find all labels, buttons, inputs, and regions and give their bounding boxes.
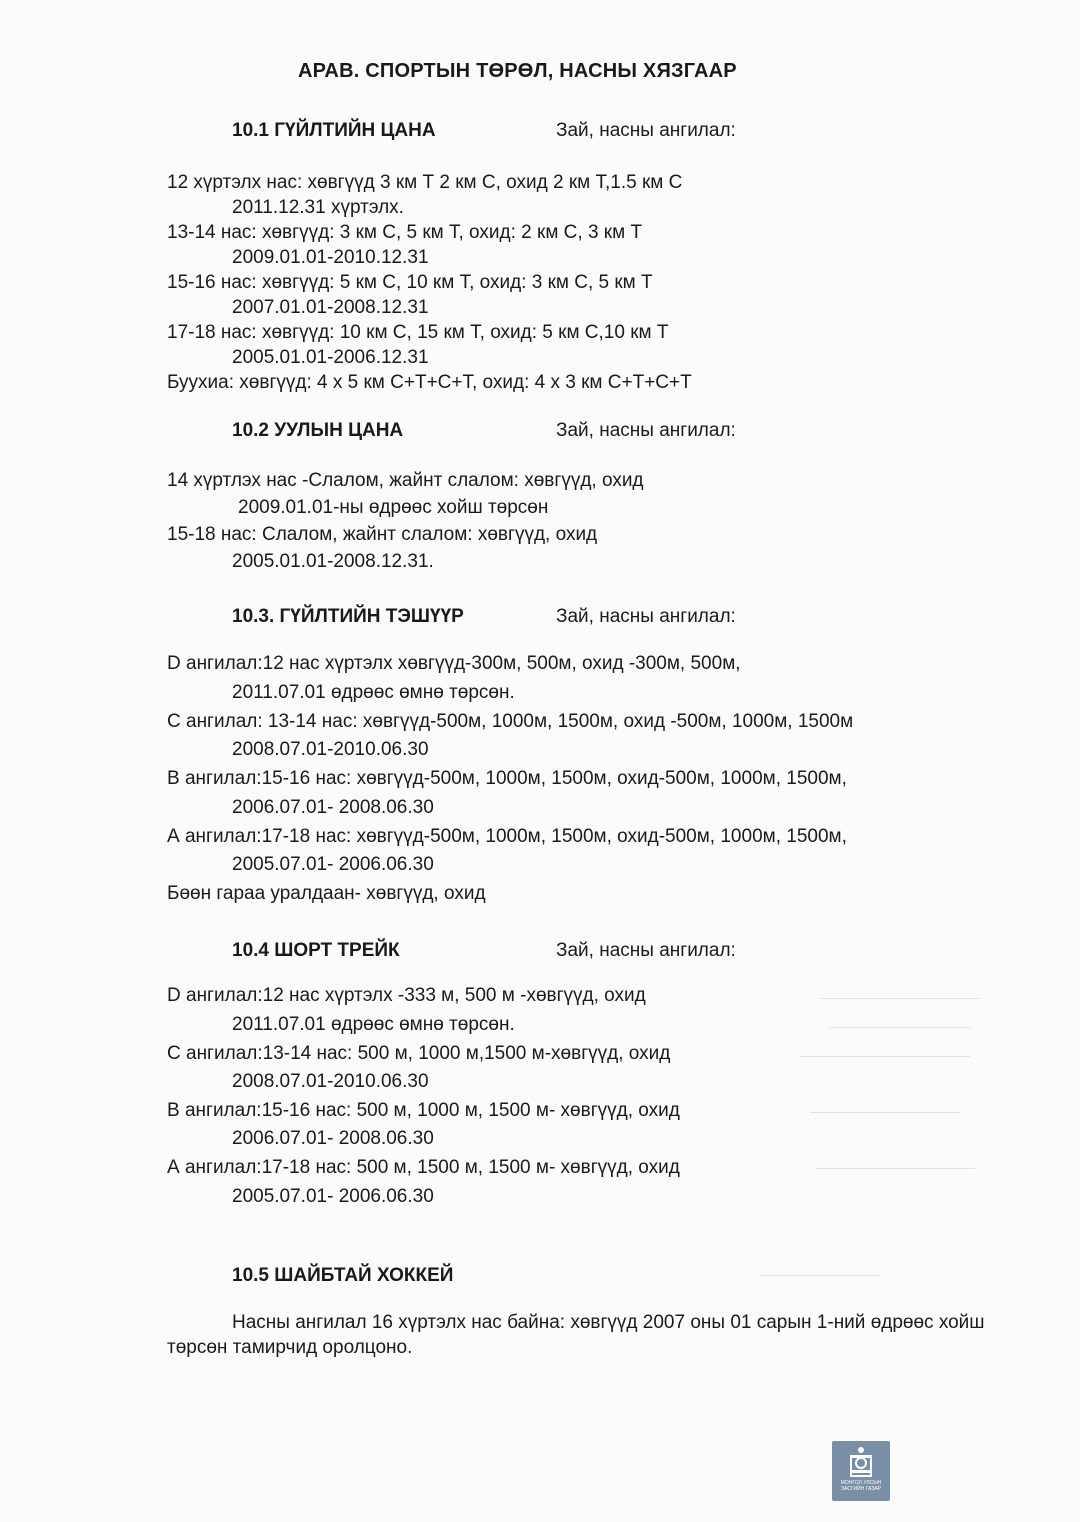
section-heading-10-5: 10.5 ШАЙБТАЙ ХОККЕЙ bbox=[232, 1265, 454, 1286]
text-line: 2009.01.01-2010.12.31 bbox=[232, 247, 429, 268]
text-line: 2011.07.01 өдрөөс өмнө төрсөн. bbox=[232, 682, 515, 703]
text-line: D ангилал:12 нас хүртэлх хөвгүүд-300м, 500м, охид -300м, 500м, bbox=[167, 653, 741, 674]
text-line: 2008.07.01-2010.06.30 bbox=[232, 739, 429, 760]
text-line: В ангилал:15-16 нас: хөвгүүд-500м, 1000м, 1500м, охид-500м, 1000м, 1500м, bbox=[167, 768, 847, 789]
text-line: 15-18 нас: Слалом, жайнт слалом: хөвгүүд, охид bbox=[167, 524, 598, 545]
section-heading-10-4: 10.4 ШОРТ ТРЕЙК bbox=[232, 940, 400, 961]
scan-artifact bbox=[760, 1275, 880, 1276]
text-line: С ангилал: 13-14 нас: хөвгүүд-500м, 1000м, 1500м, охид -500м, 1000м, 1500м bbox=[167, 711, 854, 732]
section-aside-10-1: Зай, насны ангилал: bbox=[556, 120, 736, 141]
text-line: 2007.01.01-2008.12.31 bbox=[232, 297, 429, 318]
text-line: 2009.01.01-ны өдрөөс хойш төрсөн bbox=[238, 497, 549, 518]
text-line: 2011.12.31 хүртэлх. bbox=[232, 197, 404, 218]
text-line: 2005.07.01- 2006.06.30 bbox=[232, 1186, 434, 1207]
section-aside-10-4: Зай, насны ангилал: bbox=[556, 940, 736, 961]
text-line: 2011.07.01 өдрөөс өмнө төрсөн. bbox=[232, 1014, 515, 1035]
text-line: С ангилал:13-14 нас: 500 м, 1000 м,1500 м-хөвгүүд, охид bbox=[167, 1043, 671, 1064]
text-line: 2005.01.01-2008.12.31. bbox=[232, 551, 434, 572]
text-line: 12 хүртэлх нас: хөвгүүд 3 км Т 2 км С, охид 2 км Т,1.5 км С bbox=[167, 172, 683, 193]
page-title: АРАВ. СПОРТЫН ТӨРӨЛ, НАСНЫ ХЯЗГААР bbox=[298, 60, 737, 82]
text-line: 14 хүртлэх нас -Слалом, жайнт слалом: хөвгүүд, охид bbox=[167, 470, 644, 491]
section-aside-10-3: Зай, насны ангилал: bbox=[556, 606, 736, 627]
section-heading-10-3: 10.3. ГҮЙЛТИЙН ТЭШҮҮР bbox=[232, 606, 464, 627]
text-line: 2005.01.01-2006.12.31 bbox=[232, 347, 429, 368]
text-line: 2006.07.01- 2008.06.30 bbox=[232, 797, 434, 818]
seal-label: МОНГОЛ УЛСЫН ЗАСГИЙН ГАЗАР bbox=[840, 1480, 882, 1492]
text-line: 13-14 нас: хөвгүүд: 3 км С, 5 км Т, охид: 2 км С, 3 км Т bbox=[167, 222, 643, 243]
text-line: 17-18 нас: хөвгүүд: 10 км С, 15 км Т, охид: 5 км С,10 км Т bbox=[167, 322, 669, 343]
scan-artifact bbox=[820, 998, 980, 999]
scan-artifact bbox=[815, 1168, 975, 1169]
section-aside-10-2: Зай, насны ангилал: bbox=[556, 420, 736, 441]
text-line: 2008.07.01-2010.06.30 bbox=[232, 1071, 429, 1092]
section-heading-10-1: 10.1 ГҮЙЛТИЙН ЦАНА bbox=[232, 120, 436, 141]
scan-artifact bbox=[800, 1056, 970, 1057]
text-line: А ангилал:17-18 нас: хөвгүүд-500м, 1000м, 1500м, охид-500м, 1000м, 1500м, bbox=[167, 826, 847, 847]
scan-artifact bbox=[830, 1027, 970, 1028]
text-line: В ангилал:15-16 нас: 500 м, 1000 м, 1500 м- хөвгүүд, охид bbox=[167, 1100, 680, 1121]
text-line: Буухиа: хөвгүүд: 4 x 5 км С+Т+С+Т, охид: 4 x 3 км С+Т+С+Т bbox=[167, 372, 692, 393]
text-line: D ангилал:12 нас хүртэлх -333 м, 500 м -хөвгүүд, охид bbox=[167, 985, 646, 1006]
scan-artifact bbox=[810, 1112, 960, 1113]
text-line: А ангилал:17-18 нас: 500 м, 1500 м, 1500 м- хөвгүүд, охид bbox=[167, 1157, 680, 1178]
section-heading-10-2: 10.2 УУЛЫН ЦАНА bbox=[232, 420, 404, 441]
text-line: 2006.07.01- 2008.06.30 bbox=[232, 1128, 434, 1149]
soyombo-icon bbox=[846, 1445, 876, 1479]
text-line: 15-16 нас: хөвгүүд: 5 км С, 10 км Т, охид: 3 км С, 5 км Т bbox=[167, 272, 653, 293]
text-line: 2005.07.01- 2006.06.30 bbox=[232, 854, 434, 875]
text-line: Бөөн гараа уралдаан- хөвгүүд, охид bbox=[167, 883, 486, 904]
hockey-paragraph: Насны ангилал 16 хүртэлх нас байна: хөвгүүд 2007 оны 01 сарын 1-ний өдрөөс хойш төрсөн тамирчид оролцоно. bbox=[167, 1312, 985, 1358]
government-seal-icon bbox=[832, 1441, 890, 1501]
